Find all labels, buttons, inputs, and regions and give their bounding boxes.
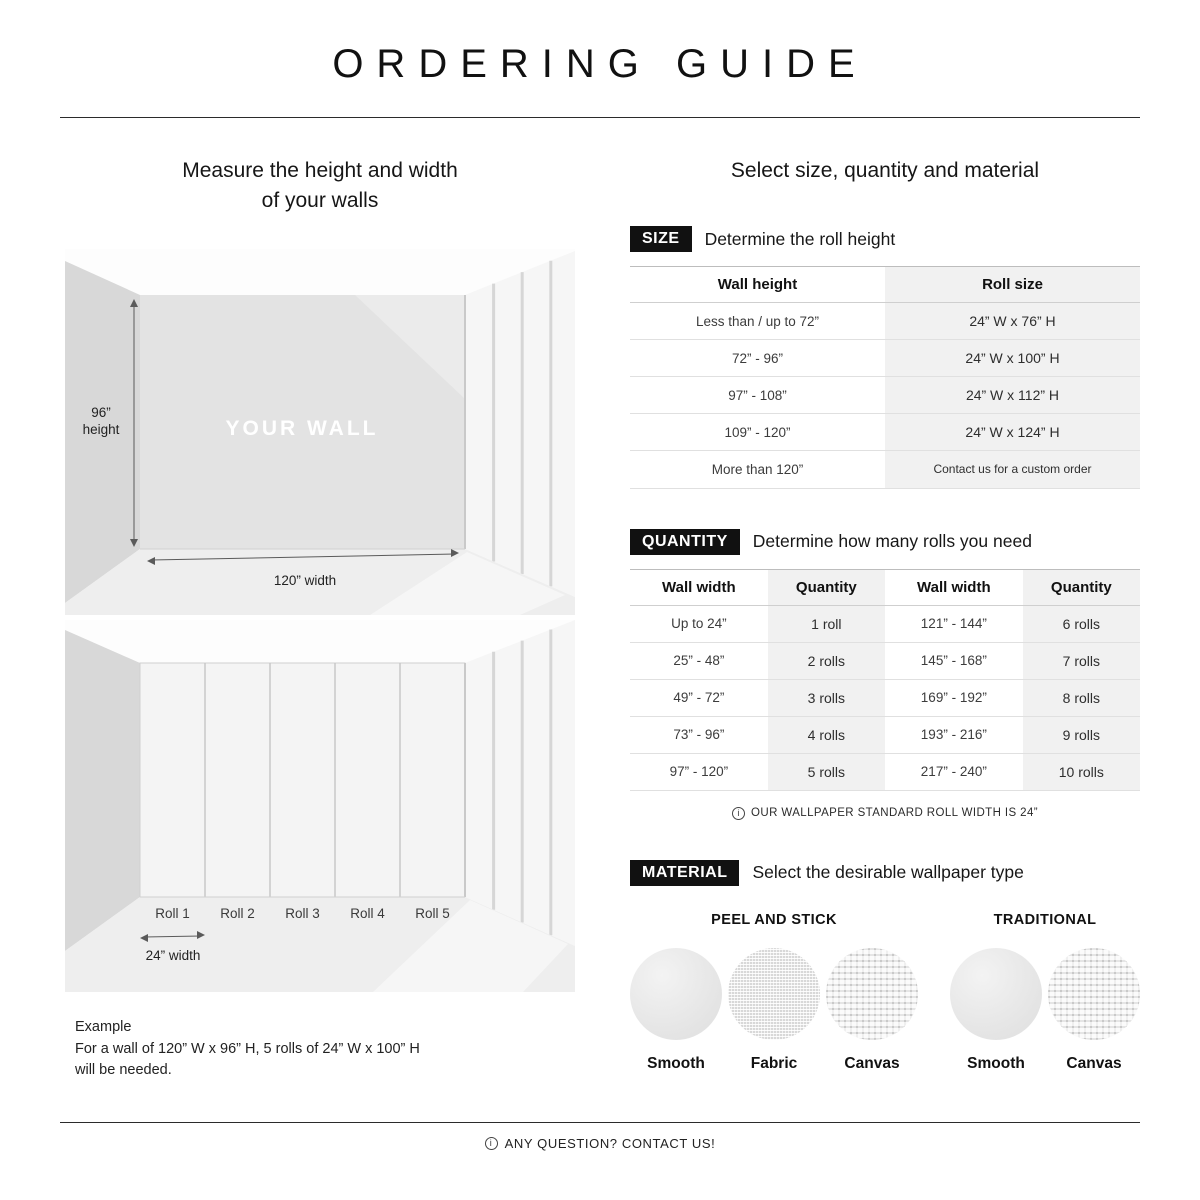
size-badge: SIZE — [630, 226, 692, 252]
size-row — [630, 377, 1140, 414]
size-subtitle: Determine the roll height — [704, 228, 896, 249]
quantity-cell: 9 rolls — [1023, 716, 1140, 753]
roll-label-1: Roll 1 — [155, 905, 190, 921]
swatch-label: Smooth — [647, 1054, 705, 1072]
quantity-col-quantity-1: Quantity — [768, 569, 885, 605]
material-option — [950, 948, 1042, 1073]
footer-divider — [60, 1122, 1140, 1123]
example-line1: For a wall of 120” W x 96” H, 5 rolls of 24” W x 100” H — [75, 1040, 420, 1057]
fabric-swatch — [728, 948, 820, 1040]
footer-contact — [0, 1136, 1200, 1151]
wall-width-cell: 217” - 240” — [885, 753, 1023, 790]
measure-heading-line1: Measure the height and width — [182, 159, 458, 182]
quantity-cell: 4 rolls — [768, 716, 885, 753]
material-subtitle: Select the desirable wallpaper type — [752, 862, 1024, 883]
roll-size-cell — [885, 451, 1140, 488]
wall-width-cell: 169” - 192” — [885, 679, 1023, 716]
roll-label-4: Roll 4 — [350, 905, 385, 921]
material-section — [630, 860, 1140, 1073]
roll-label-2: Roll 2 — [220, 905, 255, 921]
material-badge: MATERIAL — [630, 860, 739, 886]
window-wall — [465, 620, 575, 946]
quantity-cell: 2 rolls — [768, 642, 885, 679]
quantity-table — [630, 569, 1140, 791]
peel-and-stick-title: PEEL AND STICK — [711, 911, 837, 928]
quantity-section — [630, 529, 1140, 820]
info-icon: i — [485, 1137, 498, 1150]
quantity-cell: 1 roll — [768, 605, 885, 642]
quantity-badge: QUANTITY — [630, 529, 740, 555]
select-section — [630, 118, 1140, 1073]
footer-contact-text: ANY QUESTION? CONTACT US! — [504, 1136, 716, 1152]
roll-width-label: 24” width — [145, 947, 201, 963]
material-option — [826, 948, 918, 1073]
quantity-cell: 10 rolls — [1023, 753, 1140, 790]
roll-width-note-text: OUR WALLPAPER STANDARD ROLL WIDTH IS 24” — [751, 807, 1038, 820]
quantity-cell: 8 rolls — [1023, 679, 1140, 716]
wall-height-cell: 109” - 120” — [630, 414, 885, 451]
roll-size-cell: 24” W x 124” H — [885, 414, 1140, 451]
wall-width-cell: 145” - 168” — [885, 642, 1023, 679]
measure-heading — [65, 156, 575, 217]
room2-svg — [65, 620, 575, 992]
quantity-subtitle: Determine how many rolls you need — [752, 531, 1032, 552]
material-option — [1048, 948, 1140, 1073]
wall-height-cell: 97” - 108” — [630, 377, 885, 414]
your-wall-label: YOUR WALL — [225, 416, 379, 440]
size-table-header-row — [630, 267, 1140, 303]
info-icon: i — [732, 807, 745, 820]
quantity-col-wall-width-2: Wall width — [885, 569, 1023, 605]
swatch-label: Smooth — [967, 1054, 1025, 1072]
canvas-swatch — [826, 948, 918, 1040]
size-row — [630, 340, 1140, 377]
width-label: 120” width — [273, 572, 337, 588]
smooth-swatch — [950, 948, 1042, 1040]
quantity-cell: 3 rolls — [768, 679, 885, 716]
roll-size-cell: 24” W x 76” H — [885, 303, 1140, 340]
swatch-label: Fabric — [750, 1054, 798, 1072]
size-col-wall-height: Wall height — [630, 267, 885, 303]
content-columns — [0, 118, 1200, 1082]
roll-width-note — [630, 807, 1140, 820]
wall-height-cell: Less than / up to 72” — [630, 303, 885, 340]
material-group-traditional — [950, 912, 1140, 1073]
wall-width-cell: Up to 24” — [630, 605, 768, 642]
wall-width-cell: 121” - 144” — [885, 605, 1023, 642]
room-illustration-rolls — [65, 620, 575, 997]
quantity-cell: 7 rolls — [1023, 642, 1140, 679]
size-row — [630, 303, 1140, 340]
header — [0, 0, 1200, 118]
roll-size-cell: 24” W x 100” H — [885, 340, 1140, 377]
canvas-swatch — [1048, 948, 1140, 1040]
swatch-label: Canvas — [1066, 1054, 1122, 1072]
custom-order-note: Contact us for a custom order — [933, 462, 1092, 477]
room-illustration-your-wall — [65, 249, 575, 620]
roll-label-3: Roll 3 — [285, 905, 320, 921]
height-word-label: height — [82, 421, 120, 437]
example-block — [75, 1017, 575, 1082]
wall-width-cell: 97” - 120” — [630, 753, 768, 790]
room1-svg — [65, 249, 575, 615]
wallpapered-wall — [140, 663, 465, 897]
wall-width-cell: 193” - 216” — [885, 716, 1023, 753]
material-option — [630, 948, 722, 1073]
quantity-table-header-row — [630, 569, 1140, 605]
example-title: Example — [75, 1018, 132, 1035]
quantity-col-wall-width-1: Wall width — [630, 569, 768, 605]
smooth-swatch — [630, 948, 722, 1040]
size-table — [630, 266, 1140, 488]
quantity-row — [630, 679, 1140, 716]
measure-section — [0, 118, 575, 1082]
quantity-col-quantity-2: Quantity — [1023, 569, 1140, 605]
size-col-roll-size: Roll size — [885, 267, 1140, 303]
wall-height-cell: 72” - 96” — [630, 340, 885, 377]
quantity-row — [630, 716, 1140, 753]
page-title: ORDERING GUIDE — [332, 42, 868, 86]
size-row — [630, 451, 1140, 488]
wall-width-cell: 73” - 96” — [630, 716, 768, 753]
swatch-label: Canvas — [844, 1054, 900, 1072]
example-line2: will be needed. — [75, 1062, 172, 1079]
height-value-label: 96” — [91, 404, 111, 420]
wall-height-cell: More than 120” — [630, 451, 885, 488]
traditional-title: TRADITIONAL — [993, 911, 1097, 928]
window-wall — [465, 251, 575, 597]
roll-label-5: Roll 5 — [415, 905, 450, 921]
material-option — [728, 948, 820, 1073]
quantity-cell: 5 rolls — [768, 753, 885, 790]
size-section — [630, 226, 1140, 488]
measure-heading-line2: of your walls — [261, 189, 379, 213]
material-group-peel-and-stick — [630, 912, 918, 1073]
wall-width-cell: 25” - 48” — [630, 642, 768, 679]
quantity-row — [630, 642, 1140, 679]
roll-size-cell: 24” W x 112” H — [885, 377, 1140, 414]
quantity-row — [630, 605, 1140, 642]
size-row — [630, 414, 1140, 451]
wall-width-cell: 49” - 72” — [630, 679, 768, 716]
left-wall — [65, 630, 140, 951]
quantity-cell: 6 rolls — [1023, 605, 1140, 642]
select-heading: Select size, quantity and material — [730, 159, 1040, 182]
quantity-row — [630, 753, 1140, 790]
